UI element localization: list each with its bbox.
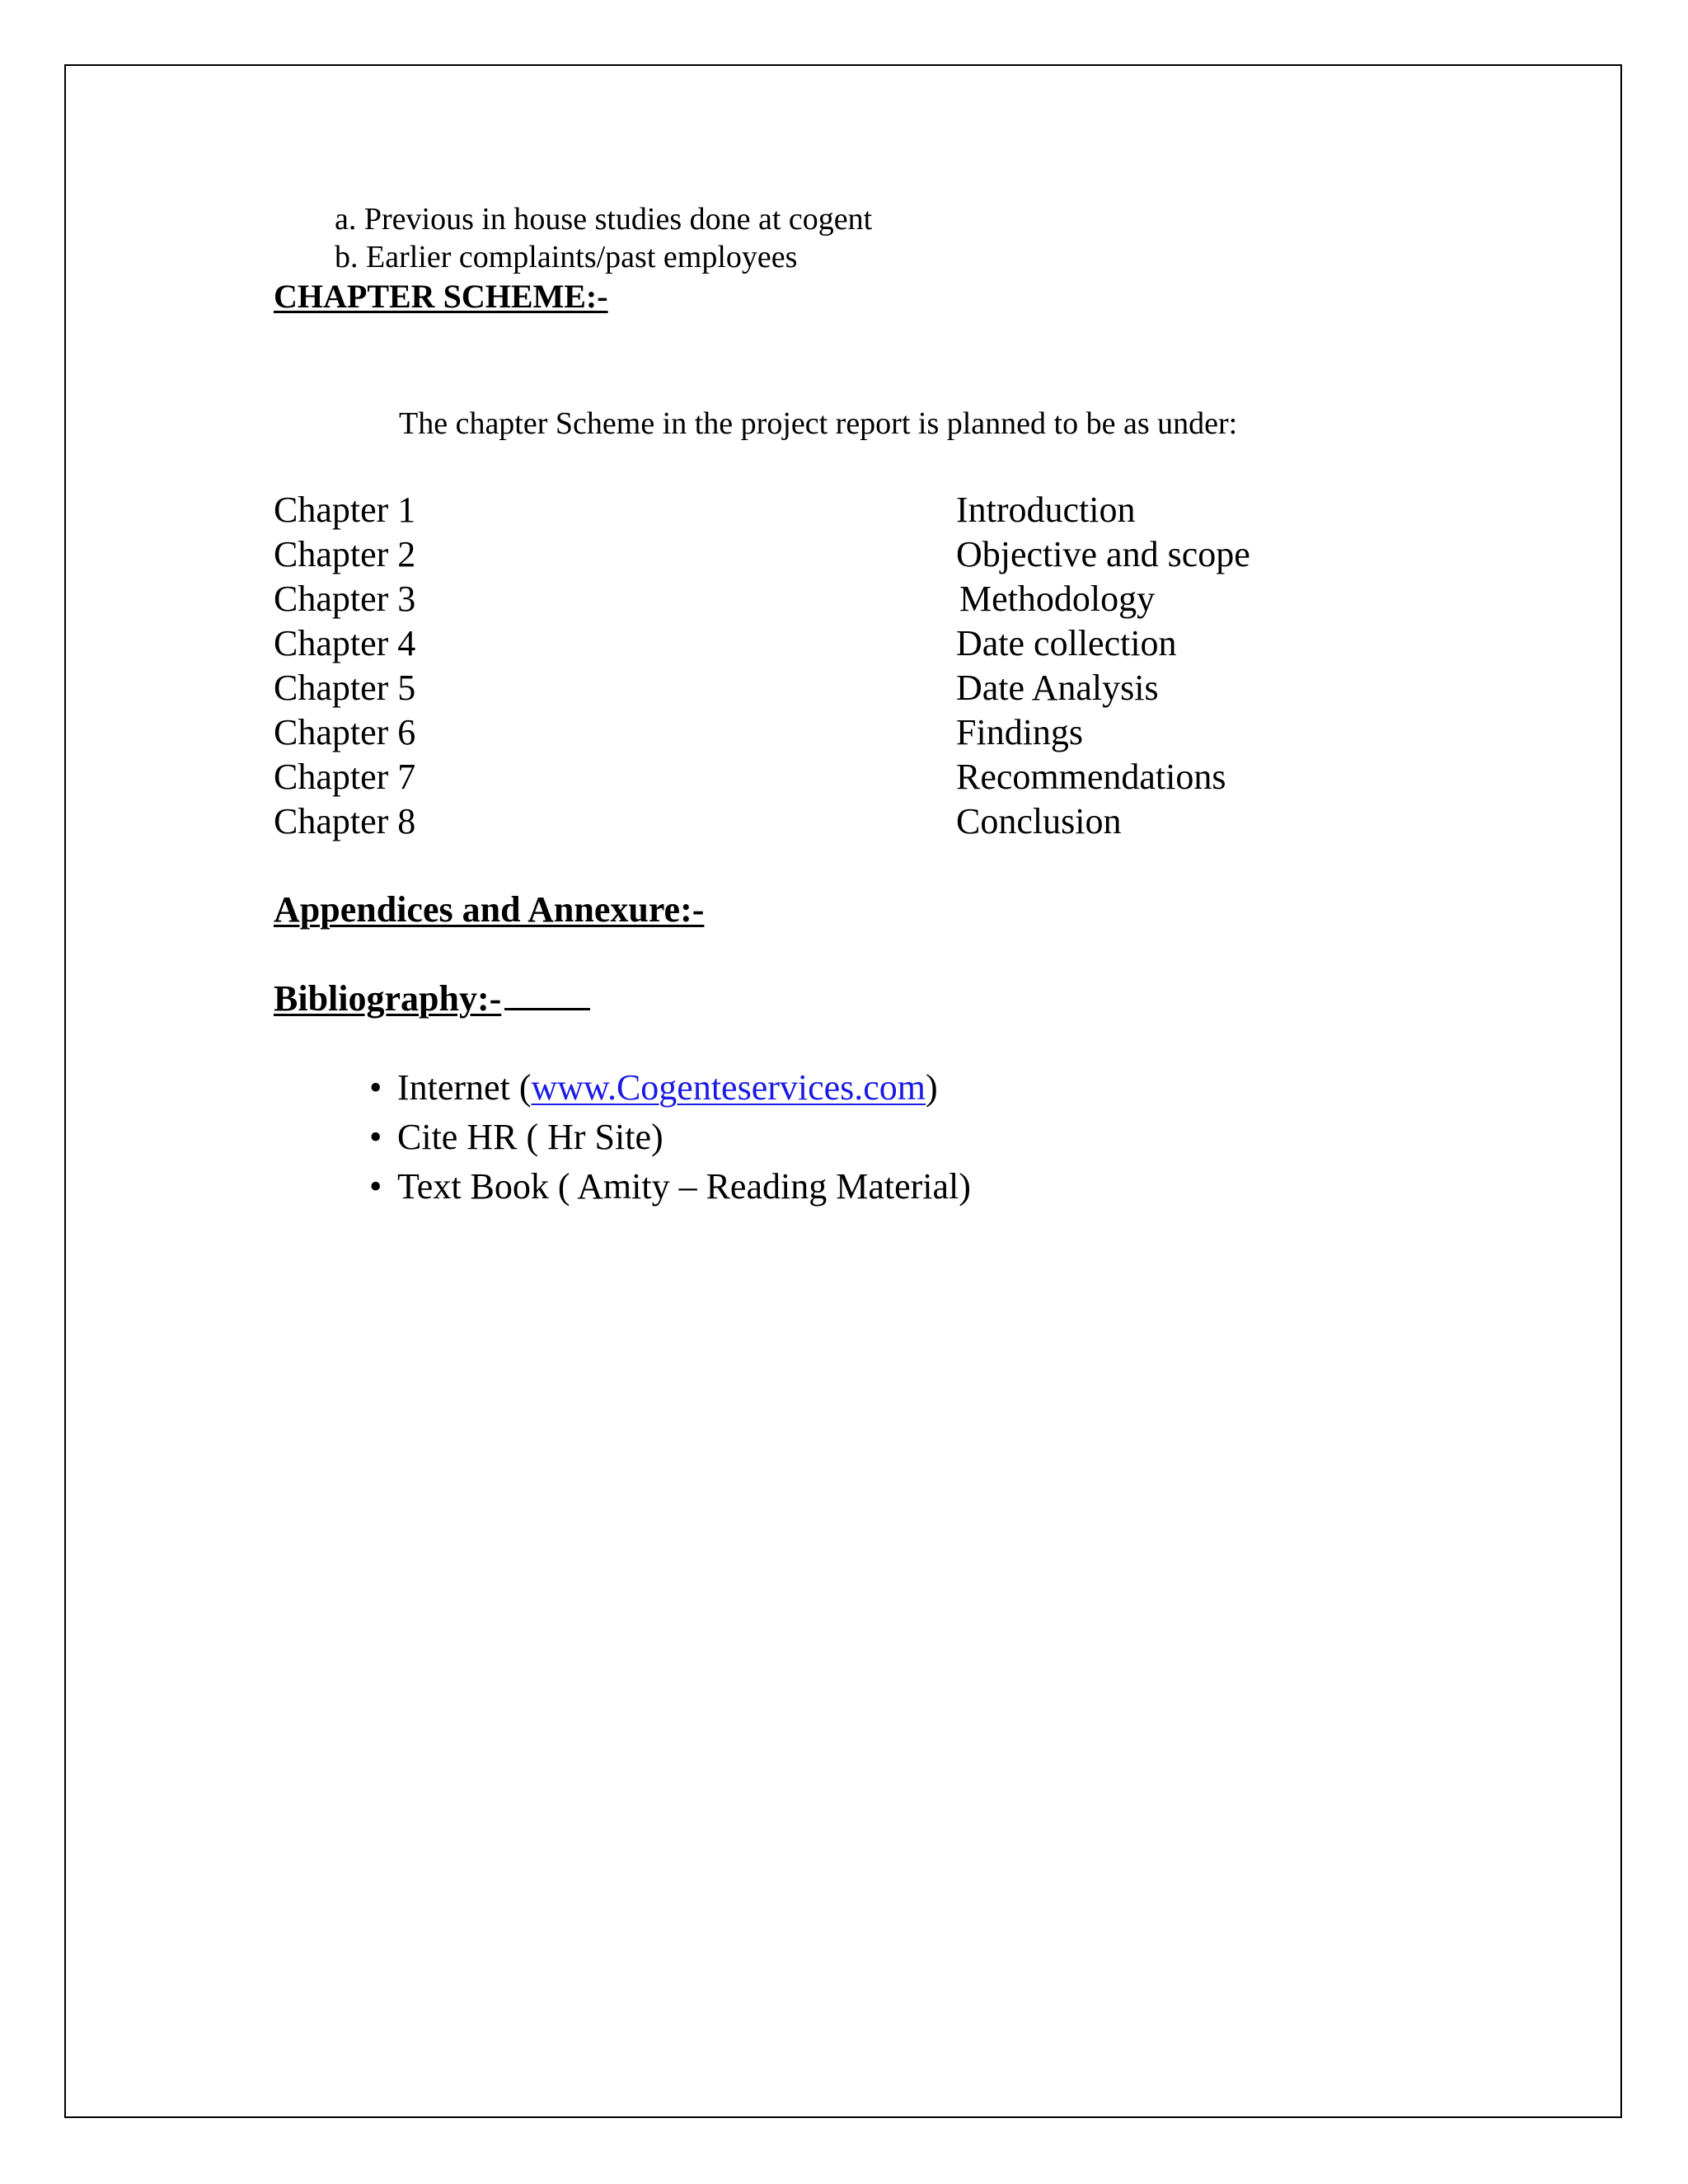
bibliography-link[interactable]: www.Cogenteservices.com [531, 1067, 926, 1108]
chapter-title: Objective and scope [956, 534, 1250, 574]
bullet-icon: • [369, 1117, 382, 1157]
chapter-number: Chapter 6 [274, 712, 416, 752]
chapter-title: Recommendations [956, 757, 1226, 797]
chapter-title: Findings [956, 712, 1084, 752]
bullet-icon: • [369, 1166, 382, 1207]
bibliography-item-text: Cite HR ( Hr Site) [397, 1117, 663, 1157]
chapter-row [274, 532, 1345, 577]
chapter-title: Date collection [956, 623, 1177, 663]
chapter-scheme-intro: The chapter Scheme in the project report is planned to be as under: [399, 406, 1238, 441]
chapter-row [274, 621, 1345, 666]
chapter-title: Introduction [956, 490, 1136, 530]
chapter-number: Chapter 2 [274, 534, 416, 574]
chapter-table [274, 488, 1345, 844]
chapter-row [274, 799, 1345, 844]
heading-trailing-rule [504, 978, 590, 1010]
bibliography-item [369, 1162, 971, 1212]
bibliography-heading: Bibliography:- [274, 978, 502, 1019]
chapter-number: Chapter 7 [274, 757, 416, 797]
bibliography-heading-wrap [274, 977, 590, 1020]
bullet-icon: • [369, 1067, 382, 1108]
chapter-title: Date Analysis [956, 668, 1159, 708]
chapter-number: Chapter 3 [274, 579, 416, 619]
bibliography-item-suffix: ) [926, 1067, 938, 1108]
chapter-number: Chapter 4 [274, 623, 416, 663]
bibliography-item-text: Text Book ( Amity – Reading Material) [397, 1166, 971, 1207]
chapter-row [274, 488, 1345, 532]
bibliography-list [369, 1063, 971, 1212]
chapter-row [274, 710, 1345, 755]
chapter-number: Chapter 8 [274, 801, 416, 841]
chapter-row [274, 577, 1345, 621]
chapter-row [274, 666, 1345, 710]
chapter-row [274, 755, 1345, 799]
chapter-number: Chapter 1 [274, 490, 416, 530]
appendices-heading: Appendices and Annexure:- [274, 889, 705, 930]
chapter-title: Methodology [959, 579, 1156, 619]
source-item-a: a. Previous in house studies done at cogent [335, 202, 873, 237]
chapter-scheme-heading: CHAPTER SCHEME:- [274, 278, 608, 315]
bibliography-item [369, 1063, 971, 1113]
chapter-title: Conclusion [956, 801, 1122, 841]
bibliography-item-prefix: Internet ( [397, 1067, 532, 1108]
chapter-number: Chapter 5 [274, 668, 416, 708]
bibliography-item [369, 1113, 971, 1162]
source-item-b: b. Earlier complaints/past employees [335, 240, 798, 274]
